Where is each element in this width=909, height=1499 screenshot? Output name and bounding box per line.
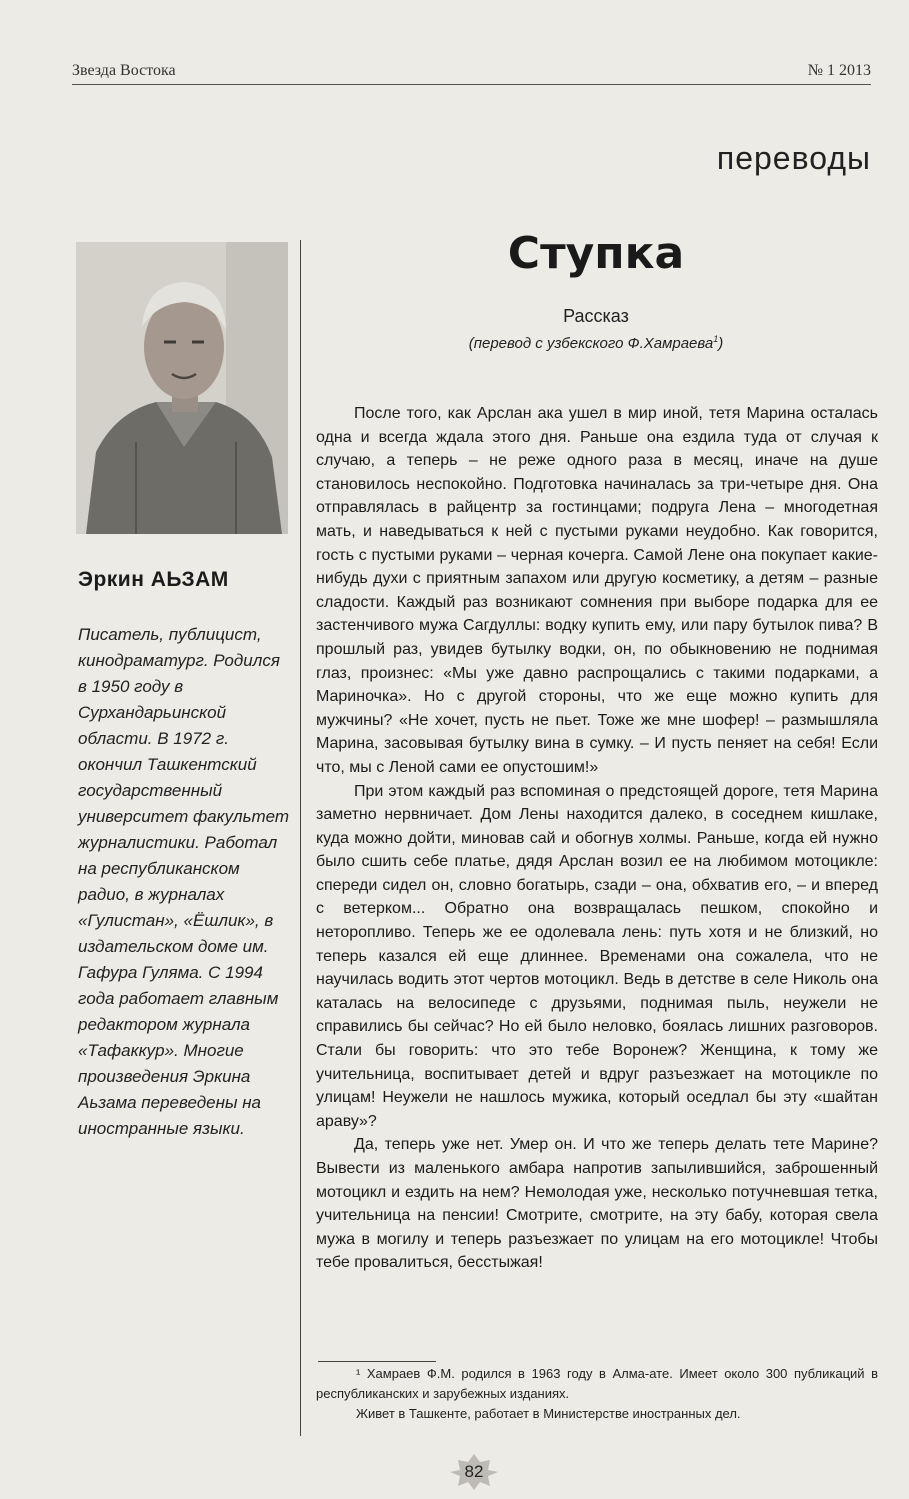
author-portrait-icon <box>76 242 288 534</box>
author-bio <box>78 622 290 1142</box>
paragraph: При этом каждый раз вспоминая о предстоящей дороге, тетя Марина заметно нервничает. Дом Лены находится далеко, в соседнем кишлаке, куда можно дойти, миновав сай и обогнув холмы. Раньше, когда ей нужно было сшить себе платье, дядя Арслан возил ее на любимом мотоцикле: спереди сидел он, словно богатырь, сзади – она, обхватив его, – и вперед с ветерком... Обратно она возвращалась пешком, спокойно и неторопливо. Теперь же ее одолевала лень: путь хотя и не близкий, но теперь казался ей еще длиннее. Временами она сожалела, что не научилась водить этот чертов мотоцикл. Ведь в детстве в селе Николь она каталась на велосипеде с друзьями, поднимая пыль, неужели не справились бы сейчас? Но ей было неловко, боялась лишних разговоров. Стали бы говорить: что это тебе Воронеж? Женщина, к тому же учительница, воспитывает детей и вдруг разъезжает на мотоцикле по улицам! Неужели не нашлось мужика, который оседлал бы эту «шайтан араву»? <box>316 782 878 1130</box>
paragraph: После того, как Арслан ака ушел в мир иной, тетя Марина осталась одна и всегда ждала этого дня. Раньше она ездила туда от случая к случаю, а теперь – не реже одного раза в месяц, иначе на душе становилось неспокойно. Подготовка начиналась за три-четыре дня. Она отправлялась в райцентр за гостинцами; подруга Лена – многодетная мать, и наведываться к ней с пустыми руками неудобно. Как говорится, гость с пустыми руками – черная кочерга. Самой Лене она покупает какие-нибудь духи с приятным запахом или другую косметику, а детям – разные сладости. Каждый раз возникают сомнения при выборе подарка для ее застенчивого мужа Сагдуллы: водку купить ему, или пару бутылок пива? В прошлый раз, увидев бутылку водки, он, по обыкновению не поднимая глаз, произнес: «Мы уже давно распрощались с такими подарками, а Мариночка». Но с другой стороны, что же еще можно купить для мужчины? «Не хочет, пусть не пьет. Тоже же мне шофер! – размышляла Марина, засовывая бутылку вина в сумку. – И пусть пеняет на себя! Если что, мы с Леной сами ее опустошим!» <box>316 405 878 776</box>
story-title: Ступка <box>507 228 685 279</box>
journal-name: Звезда Востока <box>72 62 176 79</box>
paragraph: Да, теперь уже нет. Умер он. И что же теперь делать тете Марине? Вывести из маленького амбара напротив запылившийся, заброшенный мотоцикл и ездить на нем? Немолодая уже, несколько потучневшая тетка, учительница на пенсии! Смотрите, смотрите, на эту бабу, которая свела мужа в могилу и теперь разъезжает по улицам на его мотоцикле! Чтобы тебе провалиться, бесстыжая! <box>316 1136 878 1272</box>
issue-number: № 1 2013 <box>807 62 871 79</box>
footnote-rule <box>318 1361 436 1362</box>
footnotes <box>316 1364 878 1424</box>
story-genre: Рассказ <box>563 306 629 326</box>
running-header <box>72 58 871 85</box>
footnote-ref: 1 <box>713 334 719 344</box>
column-divider <box>300 240 301 1436</box>
story-body <box>316 402 878 1275</box>
footnote: Живет в Ташкенте, работает в Министерстве иностранных дел. <box>356 1406 741 1421</box>
author-bio-text: Писатель, публицист, кинодраматург. Родился в 1950 году в Сурхандарьинской области. В 1972 г. окончил Ташкентский государственный университет факультет журналистики. Работал на республиканском радио, в журналах «Гулистан», «Ёшлик», в издательском доме им. Гафура Гуляма. С 1994 года работает главным редактором журнала «Тафаккур». Многие произведения Эркина Аьзама переведены на иностранные языки. <box>78 625 290 1138</box>
footnote: ¹ Хамраев Ф.М. родился в 1963 году в Алма-ате. Имеет около 300 публикаций в республиканских и зарубежных изданиях. <box>316 1366 878 1401</box>
section-heading: переводы <box>716 140 871 176</box>
translation-note-text: (перевод с узбекского Ф.Хамраева <box>468 335 714 352</box>
page-number <box>446 1452 502 1492</box>
translation-note-close: ) <box>718 335 724 352</box>
author-photo <box>76 242 288 534</box>
translation-note <box>320 334 872 352</box>
author-name: Эркин АЬЗАМ <box>78 568 229 591</box>
page-number-text: 82 <box>464 1462 484 1481</box>
